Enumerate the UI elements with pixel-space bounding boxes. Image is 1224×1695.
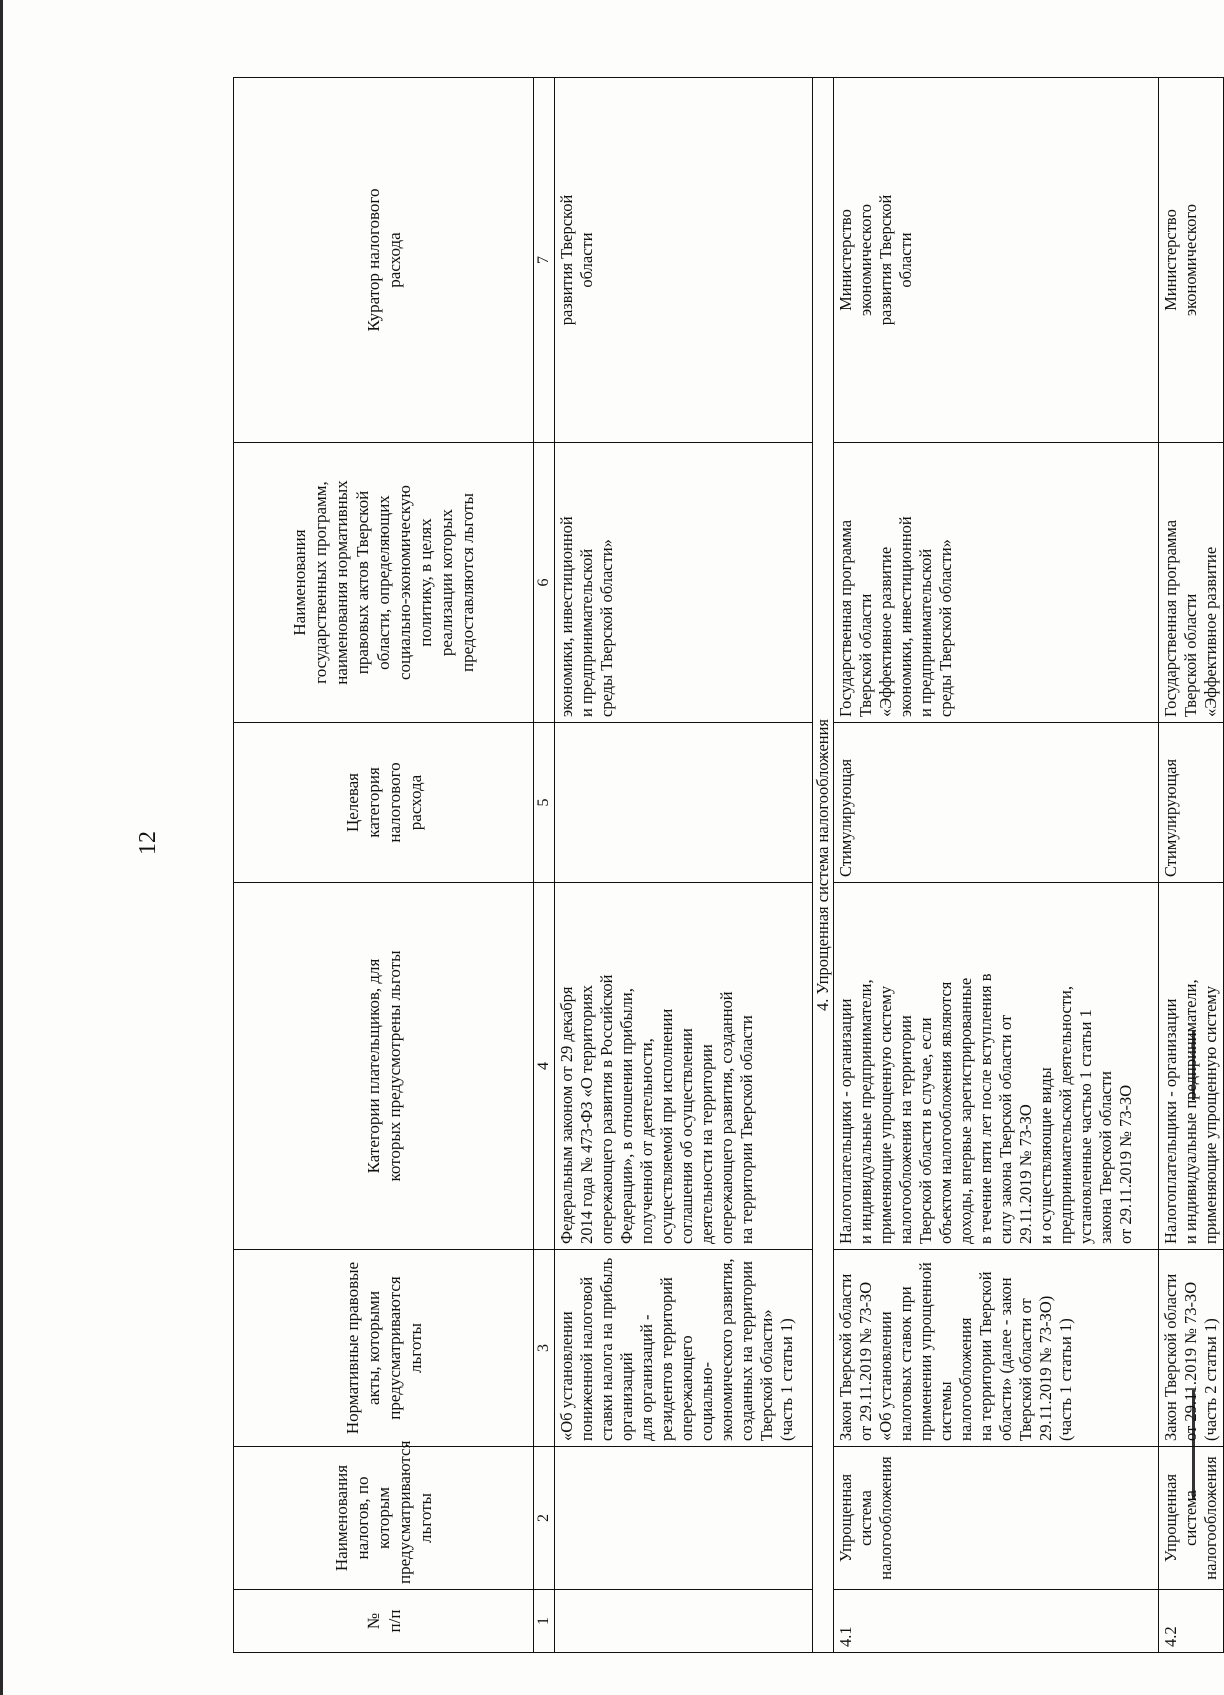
target-category-cell [554, 722, 812, 882]
column-number: 3 [533, 1249, 554, 1446]
header-tax-name: Наименования налогов, по которым предусматриваются льготы [233, 1446, 533, 1589]
program-cell: экономики, инвестиционной и предпринимательской среды Тверской области» [554, 442, 812, 722]
table-row [554, 77, 812, 1652]
curator-cell: развития Тверской области [554, 77, 812, 442]
legal-act-cell: Закон Тверской области от 29.11.2019 № 73-ЗО «Об установлении налоговых ставок при применении упрощенной системы налогообложения на территории Тверской области» (далее - закон Тверской области от 29.11.2019 № 73-ЗО) (часть 1 статьи 1) [833, 1249, 1158, 1446]
tax-name-cell: Упрощенная система налогообложения [833, 1446, 1158, 1589]
legal-act-cell: Закон Тверской области от 29.11.2019 № 73-ЗО (часть 2 статьи 1) [1158, 1249, 1223, 1446]
program-cell: Государственная программа Тверской области «Эффективное развитие [1158, 442, 1223, 722]
header-payer-categories: Категории плательщиков, для которых предусмотрены льготы [233, 882, 533, 1249]
target-category-cell: Стимулирующая [1158, 722, 1223, 882]
column-number: 2 [533, 1446, 554, 1589]
column-number: 1 [533, 1589, 554, 1652]
column-numbers-row [533, 77, 554, 1652]
column-number: 7 [533, 77, 554, 442]
column-number: 4 [533, 882, 554, 1249]
column-number: 5 [533, 722, 554, 882]
page-number: 12 [135, 831, 161, 855]
row-number-cell: 4.1 [833, 1589, 1158, 1652]
target-category-cell: Стимулирующая [833, 722, 1158, 882]
program-cell: Государственная программа Тверской области «Эффективное развитие экономики, инвестиционной и предпринимательской среды Тверской области» [833, 442, 1158, 722]
curator-cell: Министерство экономического развития Тверской области [833, 77, 1158, 442]
rotated-document [233, 78, 1220, 1653]
curator-cell: Министерство экономического [1158, 77, 1223, 442]
payer-category-cell: Налогоплательщики - организации и индивидуальные предприниматели, применяющие упрощенную систему налогообложения на территории Тверской области в случае, если объектом налогообложения являются доходы, впервые зарегистрированные в течение пяти лет после вступления в силу закона Тверской области от 29.11.2019 № 73-ЗО и осуществляющие виды предпринимательской деятельности, установленные частью 1 статьи 1 закона Тверской области от 29.11.2019 № 73-ЗО [833, 882, 1158, 1249]
payer-category-cell: Налогоплательщики - организации и индивидуальные предприниматели, применяющие упрощенную систему [1158, 882, 1223, 1249]
header-legal-acts: Нормативные правовые акты, которыми предусматриваются льготы [233, 1249, 533, 1446]
section-header-row [812, 77, 833, 1652]
header-target-category: Целевая категория налогового расхода [233, 722, 533, 882]
table-row [1158, 77, 1223, 1652]
legal-act-cell: «Об установлении пониженной налоговой ставки налога на прибыль организаций для организаций - резидентов территорий опережающего социально- экономического развития, созданных на территории Тверской области» (часть 1 статьи 1) [554, 1249, 812, 1446]
section-title: 4. Упрощенная система налогообложения [812, 77, 833, 1652]
header-number: № п/п [233, 1589, 533, 1652]
tax-name-cell: Упрощенная система налогообложения [1158, 1446, 1223, 1589]
row-number-cell [554, 1589, 812, 1652]
header-programs: Наименования государственных программ, наименования нормативных правовых актов Тверской области, определяющих социально-экономическую политику, в целях реализации которых предоставляются льготы [233, 442, 533, 722]
tax-expenditure-table [233, 77, 1224, 1653]
row-number-cell: 4.2 [1158, 1589, 1223, 1652]
column-number: 6 [533, 442, 554, 722]
payer-category-cell: Федеральным законом от 29 декабря 2014 года № 473-ФЗ «О территориях опережающего развития в Российской Федерации», в отношении прибыли, полученной от деятельности, осуществляемой при исполнении соглашения об осуществлении деятельности на территории опережающего развития, созданной на территории Тверской области [554, 882, 812, 1249]
table-row [833, 77, 1158, 1652]
scan-left-edge [0, 0, 3, 1695]
tax-name-cell [554, 1446, 812, 1589]
header-curator: Куратор налогового расхода [233, 77, 533, 442]
header-row [233, 77, 533, 1652]
